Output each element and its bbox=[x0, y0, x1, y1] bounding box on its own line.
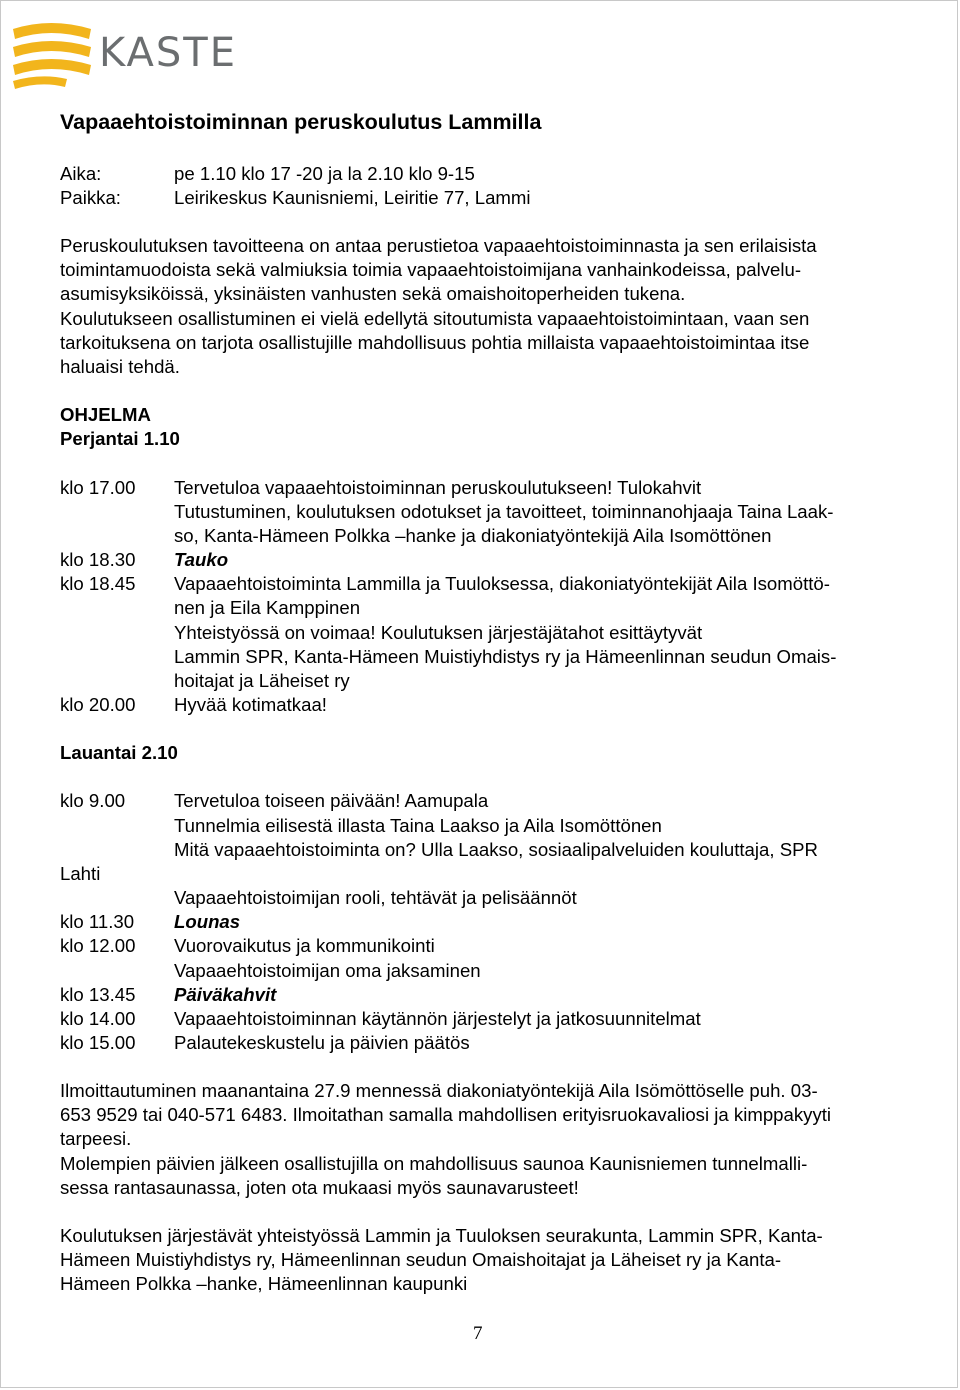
saturday-item: Vapaaehtoistoimijan rooli, tehtävät ja pelisäännöt bbox=[174, 887, 577, 908]
friday-item: Hyvää kotimatkaa! bbox=[174, 694, 327, 715]
footer-line: 653 9529 tai 040-571 6483. Ilmoitathan samalla mahdollisen erityisruokavaliosi ja kimppakyyti bbox=[60, 1104, 832, 1125]
saturday-lunch: Lounas bbox=[174, 911, 241, 932]
footer-line: Koulutuksen järjestävät yhteistyössä Lammin ja Tuuloksen seurakunta, Lammin SPR, Kanta- bbox=[60, 1225, 823, 1246]
friday-item: Yhteistyössä on voimaa! Koulutuksen järjestäjätahot esittäytyvät bbox=[174, 622, 703, 643]
intro-line: tarkoituksena on tarjota osallistujille mahdollisuus pohtia millaista vapaaehtoistoimintaa itse bbox=[60, 332, 810, 353]
friday-break: Tauko bbox=[174, 549, 229, 570]
footer-line: Hämeen Polkka –hanke, Hämeenlinnan kaupunki bbox=[60, 1273, 468, 1294]
saturday-time: Lahti bbox=[60, 863, 101, 884]
intro-line: toimintamuodoista sekä valmiuksia toimia vapaaehtoistoimijana vanhainkodeissa, palvelu- bbox=[60, 259, 802, 280]
intro-line: Koulutukseen osallistuminen ei vielä edellytä sitoutumista vapaaehtoistoimintaan, vaan sen bbox=[60, 308, 810, 329]
saturday-time: klo 12.00 bbox=[60, 935, 136, 956]
friday-item: hoitajat ja Läheiset ry bbox=[174, 670, 350, 691]
info-label-time: Aika: bbox=[60, 163, 102, 184]
saturday-heading: Lauantai 2.10 bbox=[60, 742, 178, 763]
friday-item: Lammin SPR, Kanta-Hämeen Muistiyhdistys ry ja Hämeenlinnan seudun Omais- bbox=[174, 646, 837, 667]
saturday-item: Tunnelmia eilisestä illasta Taina Laakso ja Aila Isomöttönen bbox=[174, 815, 662, 836]
info-value-time: pe 1.10 klo 17 -20 ja la 2.10 klo 9-15 bbox=[174, 163, 475, 184]
saturday-item: Palautekeskustelu ja päivien päätös bbox=[174, 1032, 470, 1053]
intro-line: asumisyksiköissä, yksinäisten vanhusten sekä omaishoitoperheiden tukena. bbox=[60, 283, 686, 304]
saturday-item: Tervetuloa toiseen päivään! Aamupala bbox=[174, 790, 489, 811]
saturday-item: Vapaaehtoistoiminnan käytännön järjestelyt ja jatkosuunnitelmat bbox=[174, 1008, 701, 1029]
saturday-time: klo 9.00 bbox=[60, 790, 126, 811]
intro-line: Peruskoulutuksen tavoitteena on antaa perustietoa vapaaehtoistoiminnasta ja sen erilaisista bbox=[60, 235, 817, 256]
footer-line: sessa rantasaunassa, joten ota mukaasi myös saunavarusteet! bbox=[60, 1177, 579, 1198]
saturday-time: klo 15.00 bbox=[60, 1032, 136, 1053]
friday-time: klo 18.45 bbox=[60, 573, 136, 594]
footer-line: Ilmoittautuminen maanantaina 27.9 mennessä diakoniatyöntekijä Aila Isömöttöselle puh. 03- bbox=[60, 1080, 818, 1101]
friday-heading: Perjantai 1.10 bbox=[60, 428, 180, 449]
footer-line: Molempien päivien jälkeen osallistujilla on mahdollisuus saunoa Kaunisniemen tunnelmalli- bbox=[60, 1153, 808, 1174]
page-title: Vapaaehtoistoiminnan peruskoulutus Lammilla bbox=[60, 110, 542, 134]
footer-line: Hämeen Muistiyhdistys ry, Hämeenlinnan seudun Omaishoitajat ja Läheiset ry ja Kanta- bbox=[60, 1249, 782, 1270]
page-number: 7 bbox=[473, 1323, 483, 1344]
friday-item: Tervetuloa vapaaehtoistoiminnan peruskoulutukseen! Tulokahvit bbox=[174, 477, 702, 498]
friday-time: klo 17.00 bbox=[60, 477, 136, 498]
footer-line: tarpeesi. bbox=[60, 1128, 132, 1149]
saturday-item: Vuorovaikutus ja kommunikointi bbox=[174, 935, 435, 956]
info-label-place: Paikka: bbox=[60, 187, 121, 208]
saturday-coffee: Päiväkahvit bbox=[174, 984, 277, 1005]
friday-item: so, Kanta-Hämeen Polkka –hanke ja diakoniatyöntekijä Aila Isomöttönen bbox=[174, 525, 772, 546]
friday-time: klo 20.00 bbox=[60, 694, 136, 715]
friday-item: nen ja Eila Kamppinen bbox=[174, 597, 361, 618]
friday-item: Tutustuminen, koulutuksen odotukset ja tavoitteet, toiminnanohjaaja Taina Laak- bbox=[174, 501, 834, 522]
friday-item: Vapaaehtoistoiminta Lammilla ja Tuuloksessa, diakoniatyöntekijät Aila Isomöttö- bbox=[174, 573, 830, 594]
saturday-time: klo 13.45 bbox=[60, 984, 136, 1005]
kaste-logo-text: KASTE bbox=[99, 30, 237, 76]
saturday-time: klo 14.00 bbox=[60, 1008, 136, 1029]
friday-time: klo 18.30 bbox=[60, 549, 136, 570]
saturday-time: klo 11.30 bbox=[60, 911, 135, 932]
intro-line: haluaisi tehdä. bbox=[60, 356, 180, 377]
saturday-item: Vapaaehtoistoimijan oma jaksaminen bbox=[174, 960, 481, 981]
kaste-logo bbox=[11, 19, 241, 89]
program-heading: OHJELMA bbox=[60, 404, 151, 425]
kaste-logo-mark-icon bbox=[11, 19, 95, 89]
info-value-place: Leirikeskus Kaunisniemi, Leiritie 77, Lammi bbox=[174, 187, 531, 208]
saturday-item: Mitä vapaaehtoistoiminta on? Ulla Laakso, sosiaalipalveluiden kouluttaja, SPR bbox=[174, 839, 818, 860]
